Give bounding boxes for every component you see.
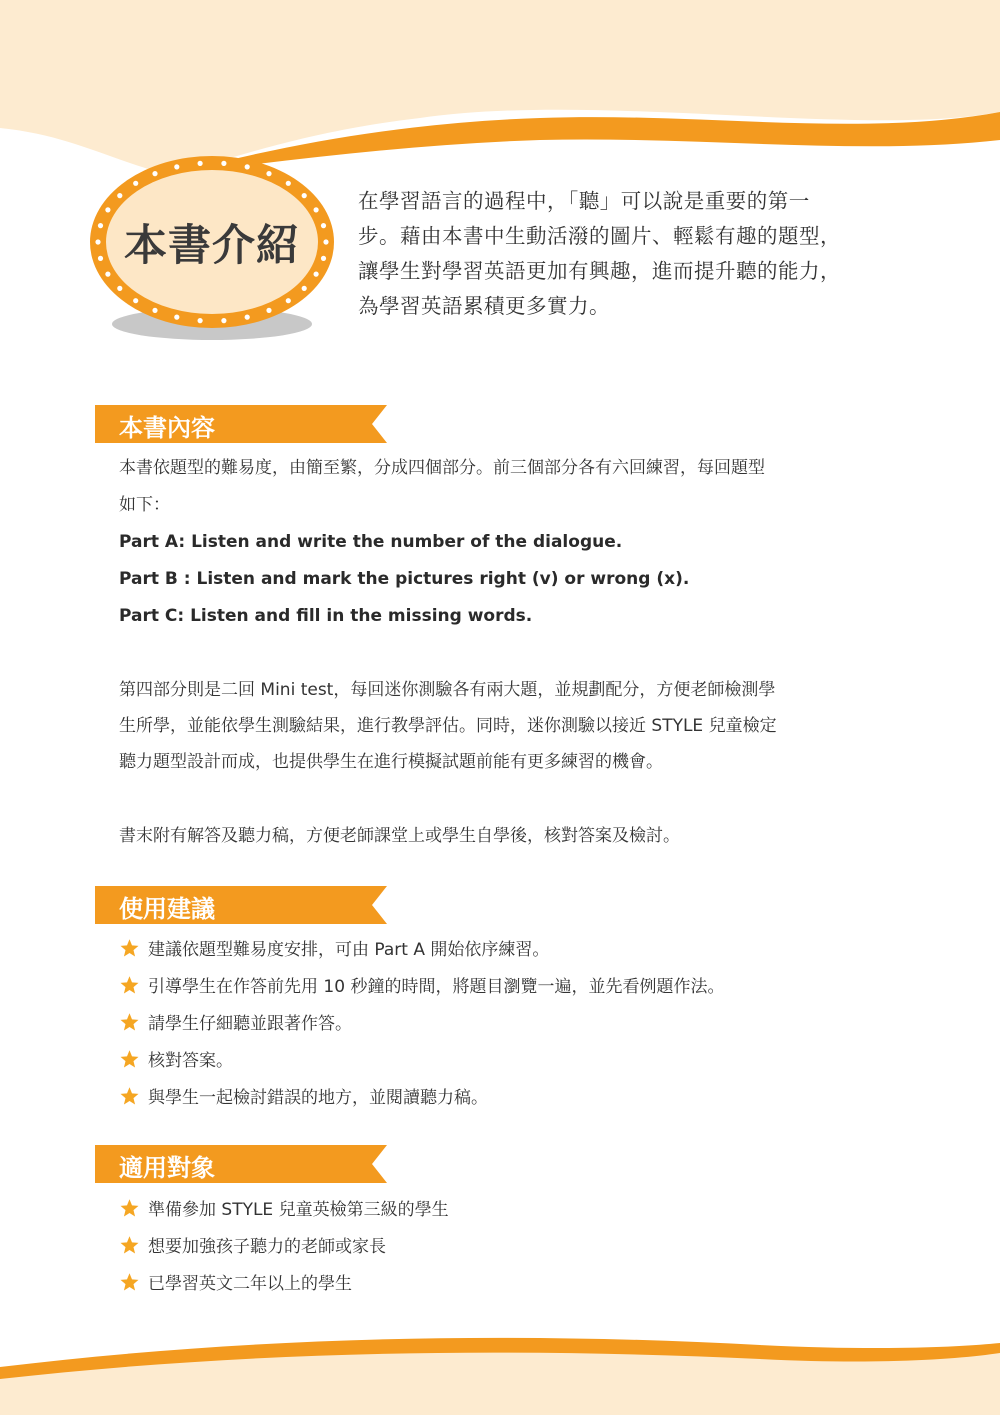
badge-dot — [266, 171, 271, 176]
star-icon — [119, 1235, 140, 1255]
badge-dot — [245, 315, 250, 320]
list-item-text: 核對答案。 — [148, 1051, 233, 1071]
badge-dot — [133, 181, 138, 186]
badge-dot — [198, 318, 203, 323]
badge-dot — [266, 308, 271, 313]
audience-list — [119, 1189, 919, 1300]
badge-dot — [152, 308, 157, 313]
title-badge — [88, 152, 336, 347]
list-item-text: 準備參加 STYLE 兒童英檢第三級的學生 — [148, 1200, 449, 1220]
content-intro — [119, 450, 919, 635]
bottom-wave-decoration — [0, 1325, 1000, 1415]
list-item-text: 已學習英文二年以上的學生 — [148, 1274, 352, 1294]
part-c-line: Part C: Listen and fill in the missing words. — [119, 606, 533, 626]
text-line: 第四部分則是二回 Mini test，每回迷你測驗各有兩大題，並規劃配分，方便老師檢測學 — [119, 680, 776, 700]
badge-dot — [152, 171, 157, 176]
badge-dot — [198, 161, 203, 166]
section-header-usage — [95, 886, 395, 924]
badge-dot — [221, 161, 226, 166]
text-line: 生所學，並能依學生測驗結果，進行教學評估。同時，迷你測驗以接近 STYLE 兒童檢定 — [119, 716, 777, 736]
intro-line: 在學習語言的過程中，「聽」可以說是重要的第一 — [358, 189, 810, 213]
list-item — [119, 1003, 919, 1040]
section-heading: 本書內容 — [119, 414, 215, 442]
list-item-text: 請學生仔細聽並跟著作答。 — [148, 1014, 352, 1034]
badge-dot — [286, 298, 291, 303]
badge-dot — [221, 318, 226, 323]
section-heading: 適用對象 — [119, 1154, 215, 1182]
star-icon — [119, 938, 140, 958]
section-header-audience — [95, 1145, 395, 1183]
section-heading: 使用建議 — [119, 895, 215, 923]
list-item — [119, 1040, 919, 1077]
list-item-text: 建議依題型難易度安排，可由 Part A 開始依序練習。 — [148, 940, 550, 960]
star-icon — [119, 1272, 140, 1292]
star-icon — [119, 975, 140, 995]
list-item — [119, 1226, 919, 1263]
list-item-text: 想要加強孩子聽力的老師或家長 — [148, 1237, 386, 1257]
intro-line: 步。藉由本書中生動活潑的圖片、輕鬆有趣的題型， — [358, 224, 841, 248]
intro-line: 讓學生對學習英語更加有興趣，進而提升聽的能力， — [358, 259, 841, 283]
badge-dot — [245, 164, 250, 169]
badge-dot — [174, 315, 179, 320]
list-item — [119, 1077, 919, 1114]
text-line: 聽力題型設計而成，也提供學生在進行模擬試題前能有更多練習的機會。 — [119, 752, 663, 772]
part-a-line: Part A: Listen and write the number of the dialogue. — [119, 532, 623, 552]
page-title: 本書介紹 — [124, 221, 300, 271]
star-icon — [119, 1198, 140, 1218]
badge-dot — [286, 181, 291, 186]
list-item-text: 與學生一起檢討錯誤的地方，並閱讀聽力稿。 — [148, 1088, 488, 1108]
intro-paragraph — [358, 184, 918, 324]
text-line: 本書依題型的難易度，由簡至繁，分成四個部分。前三個部分各有六回練習，每回題型 — [119, 458, 765, 478]
content-mini-test — [119, 672, 919, 780]
part-b-line: Part B : Listen and mark the pictures right (v) or wrong (x). — [119, 569, 690, 589]
badge-dot — [117, 193, 122, 198]
text-line: 如下： — [119, 495, 170, 515]
text-line: 書末附有解答及聽力稿，方便老師課堂上或學生自學後，核對答案及檢討。 — [119, 826, 680, 846]
badge-dot — [302, 193, 307, 198]
star-icon — [119, 1012, 140, 1032]
section-header-content — [95, 405, 395, 443]
star-icon — [119, 1086, 140, 1106]
badge-dot — [174, 164, 179, 169]
content-answers — [119, 818, 919, 854]
star-icon — [119, 1049, 140, 1069]
usage-list — [119, 929, 919, 1114]
list-item — [119, 1263, 919, 1300]
list-item — [119, 929, 919, 966]
badge-dot — [302, 286, 307, 291]
badge-dot — [133, 298, 138, 303]
intro-line: 為學習英語累積更多實力。 — [358, 294, 610, 318]
list-item — [119, 1189, 919, 1226]
list-item-text: 引導學生在作答前先用 10 秒鐘的時間，將題目瀏覽一遍，並先看例題作法。 — [148, 977, 725, 997]
list-item — [119, 966, 919, 1003]
badge-dot — [117, 286, 122, 291]
